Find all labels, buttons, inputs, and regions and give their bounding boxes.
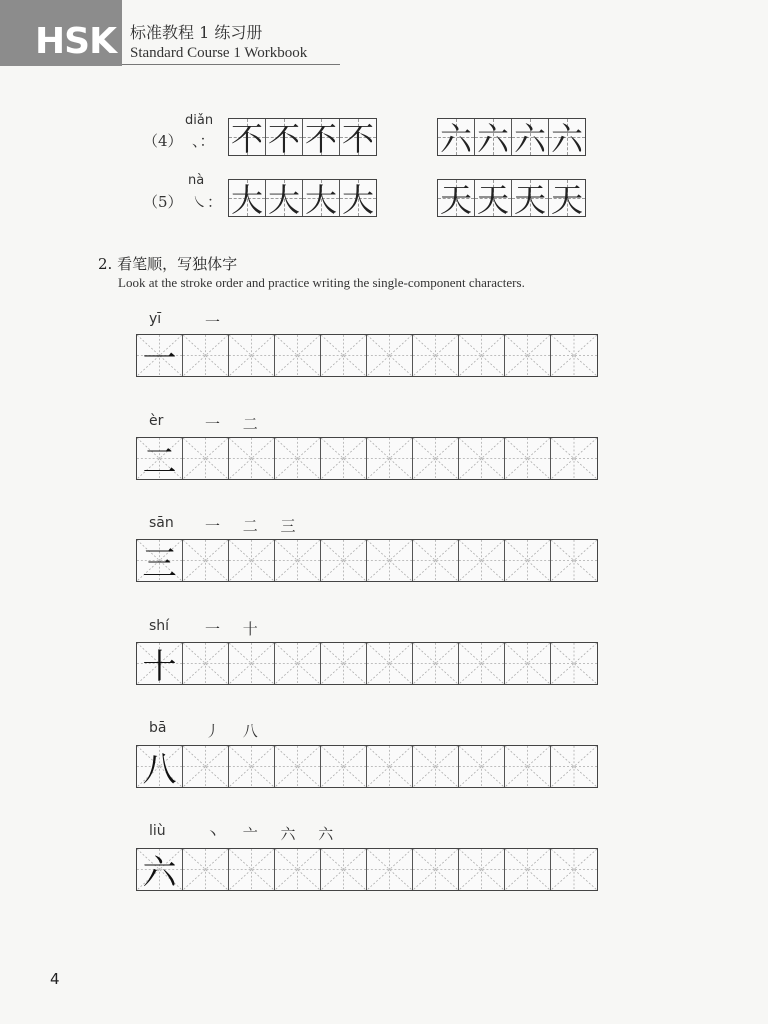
example-cell: 大 xyxy=(266,180,303,216)
practice-cell[interactable] xyxy=(459,849,505,890)
example-cell: 大 xyxy=(229,180,266,216)
practice-cell[interactable] xyxy=(183,438,229,479)
example-cell: 天 xyxy=(438,180,475,216)
practice-cell[interactable] xyxy=(321,335,367,376)
practice-cell[interactable] xyxy=(505,643,551,684)
page-number: 4 xyxy=(50,970,60,988)
practice-cell[interactable] xyxy=(367,540,413,581)
practice-row-pinyin: shí xyxy=(149,618,170,634)
practice-cell[interactable] xyxy=(229,540,275,581)
practice-row-pinyin: yī xyxy=(149,311,162,327)
practice-cell[interactable] xyxy=(229,438,275,479)
practice-cell[interactable] xyxy=(459,540,505,581)
model-character-cell xyxy=(137,643,183,687)
practice-row-stroke-order: 丿 八 xyxy=(205,722,260,740)
practice-cell[interactable] xyxy=(275,849,321,890)
practice-cell[interactable] xyxy=(551,335,597,376)
item-4-example-group-1 xyxy=(228,118,377,156)
example-cell: 大 xyxy=(303,180,340,216)
hsk-logo: HSK xyxy=(0,0,122,66)
practice-cell[interactable] xyxy=(229,849,275,890)
model-character-cell xyxy=(137,335,183,379)
practice-cell[interactable] xyxy=(459,438,505,479)
item-4-stroke-symbol: 、： xyxy=(192,132,215,150)
practice-cell[interactable] xyxy=(321,746,367,787)
practice-row-stroke-order: 一 二 三 xyxy=(205,517,298,535)
example-cell: 六 xyxy=(438,119,475,155)
practice-cell[interactable] xyxy=(275,438,321,479)
practice-grid-row xyxy=(136,745,598,788)
practice-cell[interactable] xyxy=(413,849,459,890)
item-4-number: （4） xyxy=(143,132,183,150)
practice-cell[interactable] xyxy=(367,849,413,890)
practice-cell[interactable] xyxy=(275,746,321,787)
practice-cell[interactable] xyxy=(183,540,229,581)
practice-cell[interactable] xyxy=(551,849,597,890)
practice-cell[interactable] xyxy=(183,643,229,684)
practice-cell[interactable] xyxy=(459,335,505,376)
practice-cell[interactable] xyxy=(505,335,551,376)
practice-cell[interactable] xyxy=(275,643,321,684)
model-character: 三 xyxy=(142,544,177,584)
practice-cell[interactable] xyxy=(229,643,275,684)
example-cell: 不 xyxy=(266,119,303,155)
item-5-pinyin: nà xyxy=(188,173,205,188)
practice-grid-row xyxy=(136,437,598,480)
practice-cell[interactable] xyxy=(321,643,367,684)
example-cell: 六 xyxy=(550,120,583,158)
practice-cell[interactable] xyxy=(413,438,459,479)
header-title-cn: 标准教程 1 练习册 xyxy=(130,23,263,42)
practice-cell[interactable] xyxy=(275,335,321,376)
model-character: 二 xyxy=(142,442,177,482)
item-5-stroke-symbol: ㇏： xyxy=(192,193,223,211)
practice-row-pinyin: èr xyxy=(149,413,164,429)
practice-grid-row xyxy=(136,642,598,685)
practice-cell[interactable] xyxy=(551,746,597,787)
section-2-title: 2. 看笔顺，写独体字 xyxy=(98,255,238,273)
header-title-en: Standard Course 1 Workbook xyxy=(130,45,308,61)
practice-cell[interactable] xyxy=(551,540,597,581)
section-2-subtitle: Look at the stroke order and practice writing the single-component characters. xyxy=(118,275,525,290)
practice-cell[interactable] xyxy=(551,643,597,684)
practice-cell[interactable] xyxy=(183,746,229,787)
practice-cell[interactable] xyxy=(183,849,229,890)
practice-cell[interactable] xyxy=(367,643,413,684)
practice-cell[interactable] xyxy=(413,335,459,376)
practice-row-stroke-order: 一 xyxy=(205,313,223,331)
example-cell: 大 xyxy=(341,181,374,219)
model-character-cell xyxy=(137,540,183,584)
practice-cell[interactable] xyxy=(505,746,551,787)
practice-row-pinyin: sān xyxy=(149,515,174,531)
practice-cell[interactable] xyxy=(229,335,275,376)
model-character: 十 xyxy=(142,647,177,687)
practice-cell[interactable] xyxy=(321,540,367,581)
practice-grid-row xyxy=(136,334,598,377)
practice-grid-row xyxy=(136,848,598,891)
practice-cell[interactable] xyxy=(367,746,413,787)
practice-cell[interactable] xyxy=(229,746,275,787)
item-5-example-group-1 xyxy=(228,179,377,217)
practice-row-stroke-order: 丶 亠 六 六 xyxy=(205,825,336,843)
practice-cell[interactable] xyxy=(413,540,459,581)
practice-cell[interactable] xyxy=(413,746,459,787)
practice-cell[interactable] xyxy=(321,438,367,479)
practice-cell[interactable] xyxy=(459,746,505,787)
example-cell: 天 xyxy=(512,180,549,216)
example-cell: 不 xyxy=(341,120,374,158)
practice-cell[interactable] xyxy=(321,849,367,890)
practice-cell[interactable] xyxy=(275,540,321,581)
example-cell: 不 xyxy=(303,119,340,155)
practice-row-stroke-order: 一 十 xyxy=(205,620,260,638)
practice-row-pinyin: bā xyxy=(149,720,167,736)
practice-row-pinyin: liù xyxy=(149,823,166,839)
practice-cell[interactable] xyxy=(505,540,551,581)
practice-cell[interactable] xyxy=(505,849,551,890)
item-5-number: （5） xyxy=(143,193,183,211)
example-cell: 六 xyxy=(475,119,512,155)
item-4-example-group-2 xyxy=(437,118,586,156)
model-character: 八 xyxy=(142,750,177,790)
model-character-cell xyxy=(137,849,183,893)
example-cell: 六 xyxy=(512,119,549,155)
model-character-cell xyxy=(137,438,183,482)
example-cell: 天 xyxy=(550,181,583,219)
practice-cell[interactable] xyxy=(413,643,459,684)
practice-cell[interactable] xyxy=(551,438,597,479)
example-cell: 不 xyxy=(229,119,266,155)
item-4-pinyin: diǎn xyxy=(185,113,214,128)
practice-grid-row xyxy=(136,539,598,582)
practice-cell[interactable] xyxy=(367,438,413,479)
practice-row-stroke-order: 一 二 xyxy=(205,415,260,433)
practice-cell[interactable] xyxy=(505,438,551,479)
practice-cell[interactable] xyxy=(459,643,505,684)
example-cell: 天 xyxy=(475,180,512,216)
item-5-example-group-2 xyxy=(437,179,586,217)
model-character-cell xyxy=(137,746,183,790)
header-divider xyxy=(122,64,340,65)
practice-cell[interactable] xyxy=(183,335,229,376)
model-character: 六 xyxy=(142,853,177,893)
model-character: 一 xyxy=(142,339,177,379)
practice-cell[interactable] xyxy=(367,335,413,376)
